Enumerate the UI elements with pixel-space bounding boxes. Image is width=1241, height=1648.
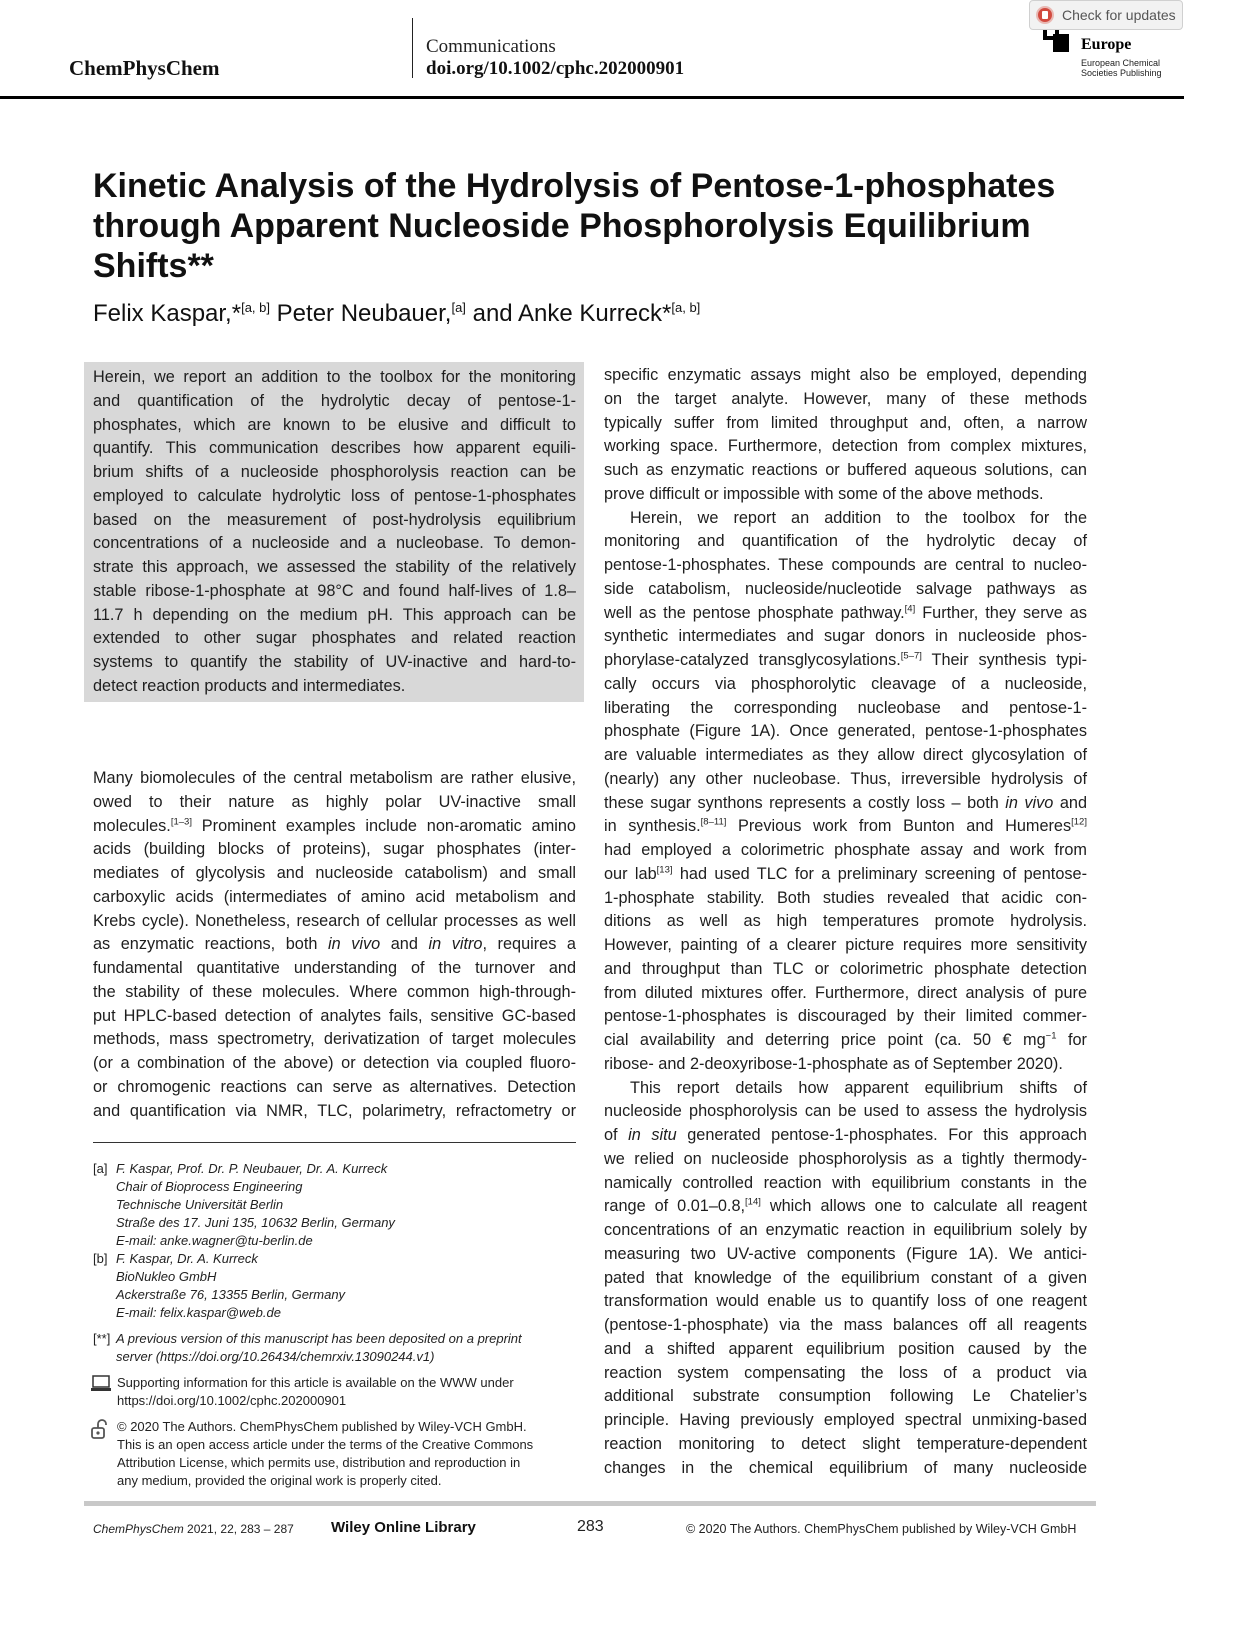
text-line: [604, 673, 1087, 697]
open-access-lock-icon: [91, 1419, 109, 1439]
affiliation-footnote: [93, 1160, 583, 1250]
text-segment: (pentose-1-phosphate) via the mass balances off all reagents: [604, 1316, 1087, 1334]
text-segment: of in situ generated pentose-1-phosphates. For this approach: [604, 1126, 1087, 1144]
text-segment: concentrations of an enzymatic reaction in equilibrium solely by: [604, 1221, 1087, 1239]
computer-icon: [91, 1375, 111, 1393]
text-line: [93, 1052, 576, 1076]
text-line: [604, 863, 1087, 887]
text-segment: Herein, we report an addition to the toolbox for the: [630, 508, 1087, 527]
footnote-line: © 2020 The Authors. ChemPhysChem published by Wiley-VCH GmbH.: [117, 1419, 527, 1434]
text-segment: are valuable intermediates as they allow direct glycosylation of: [604, 746, 1087, 764]
text-line: [93, 838, 576, 862]
text-line: [604, 1172, 1087, 1196]
text-segment: our lab: [604, 864, 657, 883]
affiliation-footnote: [93, 1250, 583, 1322]
text-segment: for: [1056, 1031, 1087, 1049]
reference-citation[interactable]: −1: [1045, 1030, 1057, 1042]
text-line: [604, 1005, 1087, 1029]
text-segment: acids (building blocks of proteins), sugar phosphates (inter-: [93, 840, 576, 859]
text-line: [604, 1267, 1087, 1291]
text-line: [604, 554, 1087, 578]
text-segment: Krebs cycle). Nonetheless, research of cellular processes as well: [93, 911, 576, 930]
text-line: [604, 1385, 1087, 1409]
title-line: through Apparent Nucleoside Phosphorolysis Equilibrium: [93, 207, 1031, 245]
text-line: [93, 910, 576, 934]
text-segment: This report details how apparent equilibrium shifts of: [630, 1078, 1087, 1097]
title-line: Shifts**: [93, 247, 214, 285]
text-segment: mediates of glycolysis and nucleoside catabolism) and small: [93, 864, 576, 882]
footer-volume: 2021, 22, 283 – 287: [183, 1522, 294, 1536]
text-segment: Many biomolecules of the central metabolism are rather elusive,: [93, 769, 576, 787]
text-segment: the stability of these molecules. Where common high-through-: [93, 982, 576, 1001]
text-line: [93, 791, 576, 815]
page-number: 283: [577, 1518, 604, 1535]
email-link[interactable]: E-mail: felix.kaspar@web.de: [116, 1305, 281, 1320]
text-segment: range of 0.01–0.8,: [604, 1197, 746, 1216]
text-segment: phorylase-catalyzed transglycosylations.: [604, 651, 901, 669]
text-line: [604, 1053, 1087, 1077]
author-affiliation: [a, b]: [241, 300, 270, 315]
text-line: [604, 1314, 1087, 1338]
text-segment: (or a combination of the above) or detection via coupled fluoro-: [93, 1054, 576, 1072]
abstract-line: systems to quantify the stability of UV-inactive and hard-to-: [93, 653, 576, 671]
text-line: [604, 697, 1087, 721]
text-line: [604, 1457, 1087, 1481]
license-note: [93, 1418, 583, 1490]
text-segment: (nearly) any other nucleobase. Thus, irreversible hydrolysis of: [604, 769, 1087, 788]
text-segment: synthetic intermediates and sugar donors in nucleoside phos-: [604, 627, 1087, 646]
text-segment: specific enzymatic assays might also be employed, depending: [604, 366, 1087, 384]
supporting-info-link[interactable]: https://doi.org/10.1002/cphc.202000901: [117, 1393, 347, 1408]
text-segment: from diluted mixtures offer. Furthermore, direct analysis of pure: [604, 983, 1087, 1002]
text-line: [604, 768, 1087, 792]
check-for-updates-label: Check for updates: [1062, 7, 1176, 23]
logo-subtitle: European Chemical: [1081, 58, 1161, 68]
footnote-line: F. Kaspar, Prof. Dr. P. Neubauer, Dr. A. Kurreck: [116, 1161, 388, 1176]
text-segment: and quantification via NMR, TLC, polarimetry, refractometry or: [93, 1101, 576, 1120]
footnote-line: Technische Universität Berlin: [116, 1197, 284, 1212]
supporting-info-note: [93, 1374, 583, 1410]
text-line: [604, 1433, 1087, 1457]
preprint-footnote: [93, 1330, 583, 1366]
text-line: [604, 887, 1087, 911]
reference-citation[interactable]: [12]: [1071, 816, 1087, 828]
abstract: [93, 366, 576, 699]
text-line: [604, 602, 1087, 626]
text-segment: ditions as well as high temperatures promote hydrolysis.: [604, 912, 1087, 931]
footnote-rule: [93, 1142, 576, 1143]
text-line: [93, 886, 576, 910]
footer-rule: [84, 1501, 1096, 1506]
text-segment: methods, mass spectrometry, derivatization of target molecules: [93, 1030, 576, 1049]
text-segment: these sugar synthons represents a costly loss – both in vivo and: [604, 793, 1087, 812]
text-segment: Further, they serve as: [915, 603, 1087, 622]
text-segment: and throughput than TLC or colorimetric phosphate detection: [604, 959, 1087, 978]
text-line: [604, 364, 1087, 388]
text-line: [93, 862, 576, 886]
email-link[interactable]: E-mail: anke.wagner@tu-berlin.de: [116, 1233, 313, 1248]
text-segment: namically controlled reaction with equilibrium constants in the: [604, 1173, 1087, 1192]
abstract-line: 11.7 h depending on the medium pH. This approach can be: [93, 605, 576, 624]
text-line: [604, 744, 1087, 768]
text-line: [604, 1219, 1087, 1243]
text-line: [604, 1409, 1087, 1433]
footnote-line: any medium, provided the original work is properly cited.: [117, 1473, 442, 1488]
text-segment: ribose- and 2-deoxyribose-1-phosphate as of September 2020).: [604, 1054, 1063, 1073]
text-segment: nucleoside phosphorolysis can be used to assess the hydrolysis: [604, 1102, 1087, 1121]
footnotes: [93, 1160, 583, 1490]
text-line: [604, 1195, 1087, 1219]
text-line: [93, 957, 576, 981]
abstract-line: phosphates, which are known to be elusive and difficult to: [93, 415, 576, 434]
text-segment: put HPLC-based detection of analytes fails, sensitive GC-based: [93, 1006, 576, 1025]
text-segment: Previous work from Bunton and Humeres: [726, 817, 1072, 836]
author-affiliation: [a]: [451, 300, 466, 315]
text-line: [604, 982, 1087, 1006]
text-segment: in synthesis.: [604, 817, 701, 836]
text-segment: Prominent examples include non-aromatic amino: [191, 816, 576, 835]
body-column-right: [604, 364, 1087, 1480]
bookmark-icon: [1036, 6, 1054, 24]
abstract-line: detect reaction products and intermediates.: [93, 676, 406, 695]
text-segment: side catabolism, nucleoside/nucleotide salvage pathways as: [604, 579, 1087, 598]
reference-citation[interactable]: [4]: [904, 603, 916, 615]
text-segment: phosphate (Figure 1A). Once generated, pentose-1-phosphates: [604, 722, 1087, 741]
text-segment: additional substrate consumption following Le Chatelier’s: [604, 1387, 1087, 1406]
text-line: [604, 412, 1087, 436]
text-segment: transformation would enable us to quantify loss of one reagent: [604, 1292, 1087, 1311]
text-line: [604, 839, 1087, 863]
footer-journal-name: ChemPhysChem: [93, 1522, 184, 1536]
text-line: [604, 578, 1087, 602]
text-segment: pentose-1-phosphates. These compounds are central to nucleo-: [604, 556, 1087, 574]
author-name: and Anke Kurreck*: [465, 300, 672, 327]
text-segment: prove difficult or impossible with some of the above methods.: [604, 484, 1044, 503]
text-segment: which allows one to calculate all reagent: [760, 1197, 1087, 1216]
section-label: Communications: [426, 36, 556, 57]
abstract-line: employed to calculate hydrolytic loss of pentose-1-phosphates: [93, 486, 576, 505]
text-segment: principle. Having previously employed spectral unmixing-based: [604, 1411, 1087, 1429]
text-segment: monitoring and quantification of the hydrolytic decay of: [604, 532, 1087, 551]
footnote-line: Attribution License, which permits use, distribution and reproduction in: [117, 1455, 521, 1470]
text-line: [93, 1100, 576, 1124]
journal-name: ChemPhysChem: [69, 56, 220, 80]
text-line: [93, 933, 576, 957]
reference-citation[interactable]: [13]: [656, 864, 673, 876]
abstract-line: quantify. This communication describes how apparent equili-: [93, 439, 576, 458]
text-line: [604, 1100, 1087, 1124]
footer-citation: [93, 1522, 294, 1536]
text-segment: working space. Furthermore, detection from complex mixtures,: [604, 437, 1087, 456]
reference-citation[interactable]: [8–11]: [700, 816, 727, 828]
text-segment: as enzymatic reactions, both in vivo and in vitro, requires a: [93, 935, 576, 954]
preprint-link[interactable]: server (https://doi.org/10.26434/chemrxiv.13090244.v1): [116, 1349, 435, 1364]
footnote-line: Chair of Bioprocess Engineering: [116, 1179, 303, 1194]
text-segment: owed to their nature as highly polar UV-inactive small: [93, 792, 576, 811]
text-line: [604, 483, 1087, 507]
text-segment: Their synthesis typi-: [921, 651, 1087, 669]
text-segment: reaction system compensating the loss of a product via: [604, 1363, 1087, 1382]
doi-link[interactable]: doi.org/10.1002/cphc.202000901: [426, 58, 685, 79]
abstract-line: Herein, we report an addition to the toolbox for the monitoring: [93, 368, 576, 386]
text-segment: measuring two UV-active components (Figure 1A). We antici-: [604, 1244, 1087, 1263]
text-segment: typically suffer from limited throughput and, often, a narrow: [604, 413, 1087, 432]
header-rule: [0, 96, 1184, 99]
abstract-line: strate this approach, we assessed the stability of the relatively: [93, 558, 576, 576]
footnote-line: A previous version of this manuscript has been deposited on a preprint: [116, 1331, 522, 1346]
logo-subtitle: Societies Publishing: [1081, 68, 1162, 78]
text-line: [604, 1148, 1087, 1172]
reference-citation[interactable]: [5–7]: [900, 650, 922, 662]
footnote-line: F. Kaspar, Dr. A. Kurreck: [116, 1251, 258, 1266]
abstract-line: based on the measurement of post-hydrolysis equilibrium: [93, 510, 576, 529]
text-line: [604, 1077, 1087, 1101]
text-segment: However, painting of a clearer picture requires more sensitivity: [604, 936, 1087, 954]
text-line: [93, 981, 576, 1005]
text-segment: and a shifted apparent equilibrium position caused by the: [604, 1339, 1087, 1358]
text-line: [604, 1338, 1087, 1362]
text-line: [93, 767, 576, 791]
text-line: [93, 1005, 576, 1029]
text-segment: reaction monitoring to detect slight temperature-dependent: [604, 1434, 1087, 1453]
text-line: [604, 530, 1087, 554]
text-line: [93, 1076, 576, 1100]
text-segment: on the target analyte. However, many of these methods: [604, 389, 1087, 408]
text-line: [604, 934, 1087, 958]
footnote-key: [b]: [93, 1251, 108, 1266]
text-segment: cial availability and deterring price point (ca. 50 € mg: [604, 1031, 1046, 1049]
text-line: [604, 815, 1087, 839]
body-column-left: [93, 767, 576, 1123]
author-name: Felix Kaspar,*: [93, 300, 242, 327]
text-line: [604, 792, 1087, 816]
reference-citation[interactable]: [1–3]: [170, 816, 192, 828]
text-segment: liberating the corresponding nucleobase and pentose-1-: [604, 698, 1087, 717]
footnote-line: This is an open access article under the terms of the Creative Commons: [117, 1437, 534, 1452]
text-line: [604, 1243, 1087, 1267]
text-segment: changes in the chemical equilibrium of many nucleoside: [604, 1458, 1087, 1477]
footnote-line: Ackerstraße 76, 13355 Berlin, Germany: [116, 1287, 346, 1302]
text-segment: fundamental quantitative understanding of the turnover and: [93, 959, 576, 977]
text-segment: or chromogenic reactions can serve as alternatives. Detection: [93, 1077, 576, 1096]
text-segment: such as enzymatic reactions or buffered aqueous solutions, can: [604, 461, 1087, 479]
abstract-line: brium shifts of a nucleoside phosphorolysis reaction can be: [93, 463, 576, 481]
text-segment: well as the pentose phosphate pathway.: [604, 603, 905, 622]
text-line: [604, 1362, 1087, 1386]
footnote-line: Supporting information for this article is available on the WWW under: [117, 1375, 514, 1390]
wiley-online-library-link[interactable]: Wiley Online Library: [331, 1519, 476, 1536]
footer-copyright: © 2020 The Authors. ChemPhysChem published by Wiley-VCH GmbH: [686, 1522, 1077, 1536]
title-line: Kinetic Analysis of the Hydrolysis of Pentose-1-phosphates: [93, 167, 1056, 205]
footnote-line: Straße des 17. Juni 135, 10632 Berlin, Germany: [116, 1215, 395, 1230]
author-list: [93, 300, 700, 328]
text-line: [604, 1290, 1087, 1314]
reference-citation[interactable]: [14]: [745, 1196, 761, 1208]
footnote-key: [a]: [93, 1161, 108, 1176]
text-line: [604, 649, 1087, 673]
author-affiliation: [a, b]: [671, 300, 701, 315]
text-line: [604, 507, 1087, 531]
text-segment: 1-phosphate stability. Both studies revealed that acidic con-: [604, 888, 1087, 907]
text-line: [604, 459, 1087, 483]
text-line: [604, 388, 1087, 412]
text-segment: pated that knowledge of the equilibrium constant of a given: [604, 1268, 1087, 1287]
text-line: [604, 1124, 1087, 1148]
text-line: [604, 625, 1087, 649]
text-line: [604, 958, 1087, 982]
text-segment: pentose-1-phosphates is discouraged by their limited commer-: [604, 1007, 1087, 1026]
text-segment: had used TLC for a preliminary screening of pentose-: [672, 864, 1087, 883]
article-title: [93, 166, 1153, 286]
footnote-line: BioNukleo GmbH: [116, 1269, 217, 1284]
text-line: [93, 1028, 576, 1052]
footnote-key: [**]: [93, 1331, 111, 1346]
text-segment: we relied on nucleoside phosphorolysis as a tightly thermody-: [604, 1149, 1087, 1168]
text-line: [604, 720, 1087, 744]
header-divider: [412, 18, 413, 78]
author-name: Peter Neubauer,: [270, 300, 452, 327]
text-line: [93, 815, 576, 839]
check-for-updates-button[interactable]: [1029, 0, 1183, 30]
text-segment: had employed a colorimetric phosphate assay and work from: [604, 841, 1087, 859]
text-line: [604, 435, 1087, 459]
abstract-line: extended to other sugar phosphates and related reaction: [93, 629, 576, 648]
text-segment: molecules.: [93, 816, 171, 835]
abstract-line: concentrations of a nucleoside and a nucleobase. To demon-: [93, 534, 576, 553]
abstract-line: and quantification of the hydrolytic decay of pentose-1-: [93, 391, 576, 410]
logo-name: Europe: [1081, 36, 1132, 53]
text-line: [604, 1029, 1087, 1053]
text-segment: cally occurs via phosphorolytic cleavage of a nucleoside,: [604, 674, 1087, 693]
abstract-line: stable ribose-1-phosphate at 98°C and found half-lives of 1.8–: [93, 581, 576, 600]
text-line: [604, 910, 1087, 934]
text-segment: carboxylic acids (intermediates of amino acid metabolism and: [93, 887, 576, 906]
